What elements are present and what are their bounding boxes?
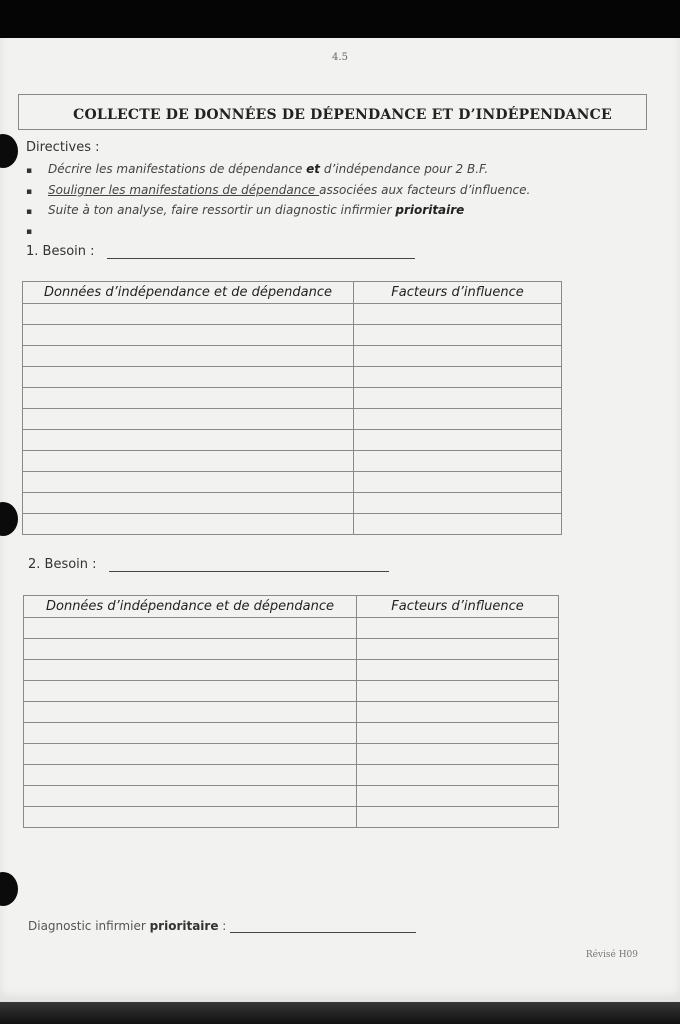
besoin-2-label: 2. Besoin : — [28, 557, 97, 572]
table-cell[interactable] — [23, 472, 354, 493]
table-cell[interactable] — [357, 765, 559, 786]
directive-item-1 — [26, 162, 488, 176]
table-row — [24, 618, 559, 639]
background-bottom — [0, 1000, 680, 1024]
revision-note: Révisé H09 — [585, 950, 638, 960]
bullet-icon: ▪ — [26, 207, 33, 217]
table-cell[interactable] — [357, 702, 559, 723]
table-row — [24, 702, 559, 723]
table-cell[interactable] — [24, 702, 357, 723]
table-row — [24, 786, 559, 807]
table-cell[interactable] — [357, 660, 559, 681]
table-row — [23, 304, 562, 325]
table-cell[interactable] — [24, 744, 357, 765]
table-row — [24, 660, 559, 681]
diagnostic-emphasis: prioritaire — [149, 919, 219, 933]
besoin-2 — [28, 557, 389, 572]
directive-item-3 — [26, 203, 464, 217]
table-cell[interactable] — [24, 786, 357, 807]
diagnostic-field[interactable] — [230, 918, 416, 933]
besoin-1-label: 1. Besoin : — [26, 244, 95, 259]
table-cell[interactable] — [357, 681, 559, 702]
table-cell[interactable] — [357, 723, 559, 744]
table-cell[interactable] — [24, 639, 357, 660]
directive-underlined: Souligner les manifestations de dépendance — [48, 183, 320, 197]
table-cell[interactable] — [23, 304, 354, 325]
table-cell[interactable] — [354, 388, 562, 409]
table-cell[interactable] — [24, 681, 357, 702]
table-cell[interactable] — [23, 367, 354, 388]
title-box — [18, 94, 647, 130]
besoin-1 — [26, 244, 415, 259]
table-cell[interactable] — [23, 409, 354, 430]
table-row — [23, 451, 562, 472]
directive-emphasis: prioritaire — [395, 203, 465, 217]
table-cell[interactable] — [354, 472, 562, 493]
table-cell[interactable] — [354, 430, 562, 451]
table-row — [24, 681, 559, 702]
directives-label: Directives : — [26, 140, 100, 155]
table-row — [24, 723, 559, 744]
besoin-1-field[interactable] — [107, 244, 415, 259]
data-table-1 — [22, 281, 562, 535]
table-cell[interactable] — [23, 346, 354, 367]
table-cell[interactable] — [23, 325, 354, 346]
table-cell[interactable] — [357, 618, 559, 639]
table-cell[interactable] — [24, 618, 357, 639]
table-cell[interactable] — [354, 346, 562, 367]
table-cell[interactable] — [357, 744, 559, 765]
table-cell[interactable] — [354, 367, 562, 388]
table-cell[interactable] — [23, 430, 354, 451]
table-cell[interactable] — [357, 639, 559, 660]
table-1-header-facteurs: Facteurs d’influence — [354, 282, 562, 304]
table-cell[interactable] — [23, 388, 354, 409]
directive-item-4 — [26, 223, 48, 237]
data-table-2 — [23, 595, 559, 828]
table-row — [24, 639, 559, 660]
directive-text: associées aux facteurs d’influence. — [319, 183, 531, 197]
table-cell[interactable] — [23, 451, 354, 472]
table-row — [23, 325, 562, 346]
table-cell[interactable] — [354, 304, 562, 325]
directive-text: Décrire les manifestations de dépendance — [48, 162, 307, 176]
table-row — [23, 472, 562, 493]
directive-item-2 — [26, 183, 530, 197]
bullet-icon: ▪ — [26, 187, 33, 197]
diagnostic-colon: : — [218, 919, 227, 933]
table-row — [23, 493, 562, 514]
table-cell[interactable] — [357, 786, 559, 807]
bullet-icon: ▪ — [26, 166, 33, 176]
table-cell[interactable] — [357, 807, 559, 828]
table-cell[interactable] — [354, 451, 562, 472]
table-cell[interactable] — [23, 514, 354, 535]
table-row — [24, 765, 559, 786]
diagnostic-label: Diagnostic infirmier — [28, 919, 150, 933]
table-row — [24, 744, 559, 765]
table-2-header-donnees: Données d’indépendance et de dépendance — [24, 596, 357, 618]
besoin-2-field[interactable] — [109, 557, 389, 572]
table-row — [23, 409, 562, 430]
table-cell[interactable] — [354, 493, 562, 514]
table-cell[interactable] — [354, 514, 562, 535]
table-cell[interactable] — [24, 723, 357, 744]
table-cell[interactable] — [24, 765, 357, 786]
directive-text: d’indépendance pour 2 B.F. — [320, 162, 489, 176]
table-row — [23, 367, 562, 388]
table-cell[interactable] — [24, 807, 357, 828]
directive-emphasis: et — [306, 162, 321, 176]
table-row — [23, 388, 562, 409]
bullet-icon: ▪ — [26, 227, 33, 237]
table-1-header-donnees: Données d’indépendance et de dépendance — [23, 282, 354, 304]
background-top — [0, 0, 680, 40]
table-row — [23, 430, 562, 451]
table-2-header-facteurs: Facteurs d’influence — [357, 596, 559, 618]
directive-text: Suite à ton analyse, faire ressortir un diagnostic infirmier — [48, 203, 396, 217]
table-cell[interactable] — [23, 493, 354, 514]
diagnostic-line — [28, 918, 416, 933]
table-row — [24, 807, 559, 828]
table-cell[interactable] — [354, 325, 562, 346]
page-title: COLLECTE DE DONNÉES DE DÉPENDANCE ET D’INDÉPENDANCE — [73, 107, 612, 123]
table-cell[interactable] — [354, 409, 562, 430]
page-number: 4.5 — [332, 52, 348, 63]
table-row — [23, 346, 562, 367]
table-row — [23, 514, 562, 535]
table-cell[interactable] — [24, 660, 357, 681]
